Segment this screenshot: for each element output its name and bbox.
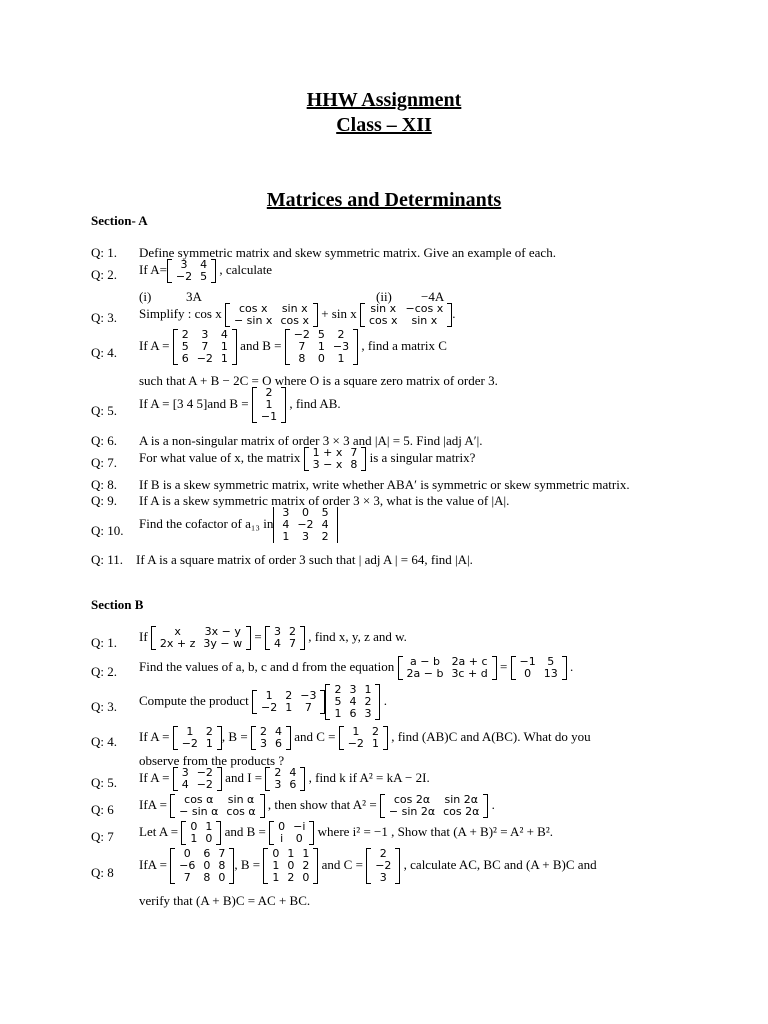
matrix-grid [270, 767, 300, 791]
matrix-entry: 7 [218, 847, 226, 860]
matrix-entry: −2 [175, 270, 193, 283]
matrix [380, 794, 488, 818]
matrix-grid [257, 387, 281, 423]
matrix-entry: 1 [285, 701, 293, 714]
matrix-grid [175, 794, 260, 818]
question-text: If A= 3 4 −2 5 , calculate [139, 258, 273, 283]
matrix-entry: 3 [282, 506, 290, 519]
question-text: IfA = 0 6 7 −6 0 8 7 8 0 , B = 0 1 1 1 0 2 1 2 0 and C = 2 −2 3 , calculate AC, BC and (A + B)C and [139, 847, 597, 884]
matrix-entry: 2 [287, 871, 295, 884]
matrix-grid [178, 767, 217, 791]
matrix-entry: 0 [203, 859, 211, 872]
matrix-entry: 5 [321, 506, 329, 519]
matrix-entry: 0 [218, 871, 226, 884]
matrix-entry: − sin 2α [388, 805, 436, 818]
question-text: Let A = 0 1 1 0 and B = 0 −i i 0 where i² = −1 , Show that (A + B)² = A² + B². [139, 820, 553, 845]
matrix-row [257, 702, 320, 714]
matrix [167, 259, 216, 283]
matrix-entry: 3 [201, 328, 209, 341]
matrix-entry: −2 [196, 352, 213, 365]
matrix-entry: 3 [301, 530, 309, 543]
matrix-entry: −2 [261, 701, 278, 714]
matrix-entry: 2 [205, 725, 213, 738]
matrix-entry: −2 [347, 737, 364, 750]
matrix-entry: 2 [288, 625, 296, 638]
matrix-entry: 2x + z [159, 637, 196, 650]
matrix-entry: 2 [321, 530, 329, 543]
question-number: Q: 10. [91, 523, 124, 538]
matrix-entry: −1 [519, 655, 536, 668]
matrix-entry: 8 [350, 458, 358, 471]
matrix-entry: 1 [317, 340, 325, 353]
matrix-entry: −2 [293, 328, 310, 341]
question-text: If A is a square matrix of order 3 such that | adj A | = 64, find |A|. [136, 552, 473, 567]
matrix-grid [403, 656, 492, 680]
matrix-entry: 3 [364, 707, 372, 720]
question-number: Q: 2. [91, 664, 117, 679]
question-number: Q: 6. [91, 433, 117, 448]
matrix-entry: 3 [180, 258, 188, 271]
part-label: (i) [139, 289, 152, 304]
question-text: Find the cofactor of a₁₃ in 3 0 5 4 −2 4 1 3 2 [139, 507, 338, 543]
matrix-row [268, 872, 313, 884]
matrix-entry: 1 [205, 820, 213, 833]
matrix-grid [385, 794, 483, 818]
matrix-row [371, 872, 395, 884]
matrix-entry: −2 [196, 778, 213, 791]
matrix-grid [230, 303, 313, 327]
question-text: If x 3x − y 2x + z 3y − w = 3 2 4 7 , find x, y, z and w. [139, 625, 407, 650]
matrix-entry: 6 [274, 737, 282, 750]
subject-heading: Matrices and Determinants [266, 189, 502, 211]
matrix-entry: 0 [295, 832, 303, 845]
question-number: Q: 1. [91, 245, 117, 260]
matrix-grid [344, 726, 383, 750]
matrix-grid [365, 303, 447, 327]
matrix-entry: cos x [280, 314, 309, 327]
question-text: IfA = cos α sin α − sin α cos α , then show that A² = cos 2α sin 2α − sin 2α cos 2α . [139, 793, 495, 818]
matrix-row [178, 738, 217, 750]
question-number: Q: 7. [91, 455, 117, 470]
matrix-grid [175, 848, 229, 884]
matrix-row [344, 738, 383, 750]
matrix [366, 848, 400, 884]
matrix-entry: 1 [190, 832, 198, 845]
matrix-entry: 1 [282, 530, 290, 543]
matrix-entry: 0 [301, 506, 309, 519]
matrix-entry: 4 [349, 695, 357, 708]
question-number: Q: 9. [91, 493, 117, 508]
matrix-entry: 5 [181, 340, 189, 353]
matrix-entry: 4 [273, 637, 281, 650]
matrix-entry: 1 [272, 871, 280, 884]
matrix-entry: 3c + d [451, 667, 488, 680]
matrix-entry: 1 [352, 725, 360, 738]
matrix [170, 794, 265, 818]
matrix-entry: 4 [321, 518, 329, 531]
matrix-entry: 0 [205, 832, 213, 845]
matrix-entry: 1 [302, 847, 310, 860]
matrix [360, 303, 452, 327]
matrix-entry: 1 [220, 352, 228, 365]
matrix [265, 767, 305, 791]
matrix-entry: −2 [297, 518, 314, 531]
matrix-entry: 13 [543, 667, 558, 680]
question-number: Q: 5. [91, 403, 117, 418]
matrix-entry: −2 [196, 766, 213, 779]
matrix-entry: 3y − w [203, 637, 243, 650]
matrix-row [290, 353, 353, 365]
matrix-entry: 3 [259, 737, 267, 750]
matrix-grid [156, 626, 246, 650]
matrix-row [309, 459, 362, 471]
matrix-entry: a − b [410, 655, 440, 668]
matrix-entry: 2 [302, 859, 310, 872]
question-number: Q: 1. [91, 635, 117, 650]
matrix-entry: cos α [226, 805, 256, 818]
matrix-entry: sin x [370, 302, 397, 315]
matrix-row [257, 411, 281, 423]
matrix [251, 726, 291, 750]
matrix-entry: −2 [375, 859, 392, 872]
matrix-entry: 6 [289, 778, 297, 791]
question-text-continued: verify that (A + B)C = AC + BC. [139, 893, 311, 908]
matrix-entry: 3 − x [312, 458, 343, 471]
matrix-entry: 3 [181, 766, 189, 779]
question-number: Q: 4. [91, 345, 117, 360]
question-number: Q: 11. [91, 552, 124, 567]
matrix-entry: 7 [183, 871, 191, 884]
matrix-entry: 5 [334, 695, 342, 708]
matrix-entry: 5 [547, 655, 555, 668]
matrix-entry: 1 + x [312, 446, 343, 459]
question-text: For what value of x, the matrix 1 + x 7 3 − x 8 is a singular matrix? [139, 446, 476, 471]
question-text: Find the values of a, b, c and d from the equation a − b 2a + c 2a − b 3c + d = −1 5 0 13 . [139, 655, 574, 680]
matrix [225, 303, 318, 327]
matrix-entry: − sin α [179, 805, 219, 818]
matrix [252, 387, 286, 423]
matrix [151, 626, 251, 650]
matrix-entry: 6 [349, 707, 357, 720]
matrix-entry: 5 [317, 328, 325, 341]
matrix-entry: 3 [273, 625, 281, 638]
matrix [304, 447, 367, 471]
matrix [263, 848, 318, 884]
matrix-entry: 1 [337, 352, 345, 365]
matrix [339, 726, 388, 750]
matrix-entry: sin 2α [444, 793, 479, 806]
matrix-entry: 1 [334, 707, 342, 720]
matrix-entry: 2 [379, 847, 387, 860]
question-text-continued: observe from the products ? [139, 753, 285, 768]
section-a-label: Section- A [91, 213, 148, 228]
matrix-row [385, 806, 483, 818]
matrix-entry: 3 [349, 683, 357, 696]
matrix [173, 329, 237, 365]
matrix-entry: cos 2α [393, 793, 431, 806]
question-text: If B is a skew symmetric matrix, write whether ABA′ is symmetric or skew symmetric matrix. [139, 477, 630, 492]
matrix [181, 821, 221, 845]
matrix-row [330, 708, 375, 720]
question-number: Q: 7 [91, 829, 114, 844]
question-text: A is a non-singular matrix of order 3 × 3 and |A| = 5. Find |adj A′|. [139, 433, 483, 448]
matrix-grid [290, 329, 353, 365]
matrix-row [270, 638, 300, 650]
matrix-entry: 7 [350, 446, 358, 459]
matrix-entry: 3 [379, 871, 387, 884]
question-number: Q: 8. [91, 477, 117, 492]
class-title: Class – XII [336, 114, 432, 136]
matrix-entry: −2 [181, 737, 198, 750]
matrix-entry: 0 [317, 352, 325, 365]
matrix-entry: 1 [205, 737, 213, 750]
matrix-row [178, 353, 232, 365]
matrix [269, 821, 314, 845]
matrix-entry: 2 [259, 725, 267, 738]
matrix-entry: 2 [181, 328, 189, 341]
matrix-entry: 7 [304, 701, 312, 714]
matrix-grid [178, 329, 232, 365]
matrix-entry: 2 [274, 766, 282, 779]
question-text-continued: such that A + B − 2C = O where O is a square zero matrix of order 3. [139, 373, 498, 388]
matrix-entry: 1 [265, 689, 273, 702]
question-text: Simplify : cos x cos x sin x − sin x cos x + sin x sin x −cos x cos x sin x . [139, 302, 456, 327]
matrix-grid [270, 626, 300, 650]
matrix-entry: 0 [190, 820, 198, 833]
matrix-entry: 4 [181, 778, 189, 791]
matrix-grid [278, 507, 332, 543]
matrix-entry: cos x [238, 302, 268, 315]
matrix-entry: 2 [364, 695, 372, 708]
matrix-entry: 4 [274, 725, 282, 738]
matrix-row [278, 531, 332, 543]
matrix-entry: 7 [201, 340, 209, 353]
matrix-grid [178, 726, 217, 750]
matrix-row [403, 668, 492, 680]
matrix-entry: 1 [371, 737, 379, 750]
question-text: If A = 2 3 4 5 7 1 6 −2 1 and B = −2 5 2 7 1 −3 8 0 1 , find a matrix C [139, 328, 447, 365]
matrix [173, 726, 222, 750]
matrix-row [175, 806, 260, 818]
matrix-entry: 0 [278, 820, 286, 833]
matrix-entry: 1 [364, 683, 372, 696]
matrix-entry: x [174, 625, 181, 638]
matrix-entry: 0 [524, 667, 532, 680]
matrix-entry: 0 [272, 847, 280, 860]
section-b-label: Section B [91, 597, 144, 612]
matrix-entry: 3 [274, 778, 282, 791]
matrix-row [274, 833, 309, 845]
matrix-grid [172, 259, 211, 283]
assignment-title: HHW Assignment [306, 89, 462, 111]
part-value: 3A [186, 289, 202, 304]
matrix-row [256, 738, 286, 750]
matrix-entry: 1 [186, 725, 194, 738]
matrix-entry: 1 [272, 859, 280, 872]
question-text: If A = 3 −2 4 −2 and I = 2 4 3 6 , find k if A² = kA − 2I. [139, 766, 430, 791]
matrix-entry: −6 [179, 859, 196, 872]
question-number: Q: 8 [91, 865, 114, 880]
matrix-entry: 2 [285, 689, 293, 702]
matrix-entry: 1 [265, 398, 273, 411]
matrix-entry: 6 [203, 847, 211, 860]
matrix-entry: 7 [298, 340, 306, 353]
matrix-entry: sin x [411, 314, 438, 327]
matrix-entry: 6 [181, 352, 189, 365]
matrix-entry: 4 [289, 766, 297, 779]
question-number: Q: 3. [91, 699, 117, 714]
question-text: If A = [3 4 5]and B = 2 1 −1 , find AB. [139, 386, 341, 423]
question-number: Q: 5. [91, 775, 117, 790]
matrix-entry: 1 [220, 340, 228, 353]
matrix-grid [330, 684, 375, 720]
matrix-entry: 1 [287, 847, 295, 860]
matrix [511, 656, 567, 680]
question-text: Compute the product 1 2 −3 −2 1 7 2 3 1 5 4 2 1 6 3 . [139, 683, 387, 720]
matrix-entry: −1 [260, 410, 278, 423]
matrix-entry: 7 [288, 637, 296, 650]
matrix-entry: cos x [368, 314, 398, 327]
matrix-entry: i [280, 832, 284, 845]
matrix-entry: 3x − y [204, 625, 241, 638]
matrix-entry: sin α [227, 793, 255, 806]
matrix-row [516, 668, 562, 680]
matrix-row [178, 779, 217, 791]
matrix-entry: cos 2α [443, 805, 480, 818]
matrix-row [186, 833, 216, 845]
matrix-entry: −i [293, 820, 306, 833]
matrix [170, 848, 234, 884]
determinant [273, 507, 337, 543]
matrix-entry: 4 [200, 258, 208, 271]
question-text: If A = 1 2 −2 1 , B = 2 4 3 6 and C = 1 2 −2 1 , find (AB)C and A(BC). What do you [139, 725, 591, 750]
matrix-entry: 0 [302, 871, 310, 884]
matrix-entry: 4 [220, 328, 228, 341]
matrix-entry: −3 [332, 340, 350, 353]
matrix-entry: 8 [298, 352, 306, 365]
question-number: Q: 4. [91, 734, 117, 749]
matrix-row [230, 315, 313, 327]
matrix-entry: 2a + c [451, 655, 488, 668]
matrix [265, 626, 305, 650]
matrix-entry: 5 [200, 270, 208, 283]
matrix-entry: 2 [334, 683, 342, 696]
matrix-entry: −cos x [405, 302, 444, 315]
matrix-entry: 2a − b [406, 667, 444, 680]
matrix-entry: sin x [281, 302, 308, 315]
matrix-grid [268, 848, 313, 884]
matrix-entry: 0 [183, 847, 191, 860]
question-number: Q: 6 [91, 802, 114, 817]
matrix-grid [371, 848, 395, 884]
matrix-entry: 2 [337, 328, 345, 341]
matrix-grid [186, 821, 216, 845]
matrix-entry: − sin x [233, 314, 273, 327]
matrix [252, 690, 325, 714]
matrix-entry: −3 [300, 689, 317, 702]
matrix-grid [256, 726, 286, 750]
matrix [325, 684, 380, 720]
matrix-row [270, 779, 300, 791]
matrix-grid [516, 656, 562, 680]
question-text: If A is a skew symmetric matrix of order 3 × 3, what is the value of |A|. [139, 493, 510, 508]
part-label: (ii) [376, 289, 392, 304]
matrix-entry: 8 [218, 859, 226, 872]
matrix-entry: 0 [287, 859, 295, 872]
matrix-entry: 2 [265, 386, 273, 399]
matrix [285, 329, 358, 365]
matrix [173, 767, 222, 791]
matrix-entry: 4 [282, 518, 290, 531]
matrix-grid [257, 690, 320, 714]
matrix-entry: 8 [203, 871, 211, 884]
matrix-entry: 2 [371, 725, 379, 738]
matrix-grid [309, 447, 362, 471]
question-number: Q: 3. [91, 310, 117, 325]
matrix-entry: cos α [184, 793, 214, 806]
matrix-row [172, 271, 211, 283]
matrix [398, 656, 497, 680]
matrix-row [365, 315, 447, 327]
matrix-row [175, 872, 229, 884]
matrix-row [156, 638, 246, 650]
question-text: Define symmetric matrix and skew symmetric matrix. Give an example of each. [139, 245, 556, 260]
question-number: Q: 2. [91, 267, 117, 282]
part-value: −4A [421, 289, 445, 304]
matrix-grid [274, 821, 309, 845]
